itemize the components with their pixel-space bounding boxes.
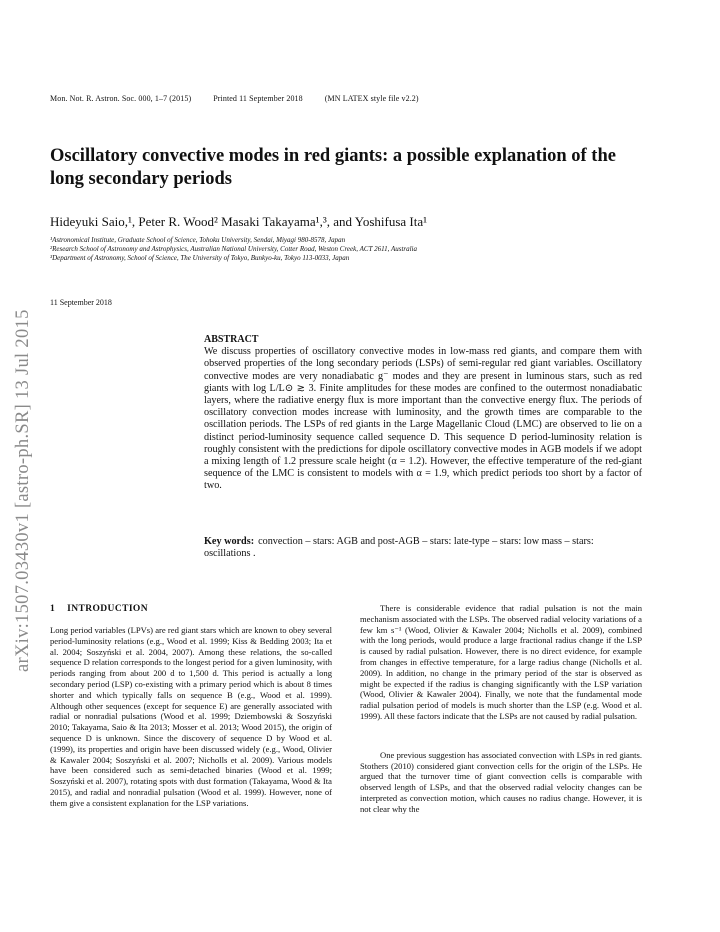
affiliation-1: ¹Astronomical Institute, Graduate School of Science, Tohoku University, Sendai, Miyagi 980-8578, Japan [50,236,346,244]
submission-date: 11 September 2018 [50,298,112,307]
section-heading [50,604,148,614]
intro-paragraph-2: There is considerable evidence that radial pulsation is not the main mechanism associated with the LSPs. The observed radial velocity variations of a few km s⁻¹ (Wood, Olivier & Kawaler 2004; Nicholls et al. 2009), combined with the long periods, would produce a large fractional radius change if the LSP is caused by radial pulsation. However, there is no direct evidence, for example from changes in effective temperature, for a large radius change (Nicholls et al. 2009). In addition, no change in the primary period of the star is observed as might be expected if the radius is changing significantly with the LSP variation (Wood, Olivier & Kawaler 2004). Finally, we note that the fundamental mode radial pulsation period of models is much shorter than the LSP (e.g. Wood et al. 1999). All these factors indicate that the LSPs are not caused by radial pulsation. [360,603,642,721]
printed-date: Printed 11 September 2018 [213,94,303,103]
abstract [204,334,642,493]
section-number: 1 [50,604,56,614]
affiliation-2: ²Research School of Astronomy and Astrophysics, Australian National University, Cotter Road, Weston Creek, ACT 2611, Australia [50,245,418,253]
abstract-text: We discuss properties of oscillatory convective modes in low-mass red giants, and compare them with observed properties of the long secondary periods (LSPs) of semi-regular red giant variables. Oscillatory convective modes are very nonadiabatic g⁻ modes and they are present in luminous stars, such as red giants with log L/L⊙ ≳ 3. Finite amplitudes for these modes are confined to the outermost nonadiabatic layers, where the radiative energy flux is more important than the convective energy flux. The periods of oscillatory convection modes increase with luminosity, and the growth times are comparable to the oscillation periods. The LSPs of red giants in the Large Magellanic Cloud (LMC) are observed to lie on a distinct period-luminosity sequence called sequence D. This sequence D period-luminosity relation is roughly consistent with the predictions for dipole oscillatory convective modes in AGB models if we adopt a mixing length of 1.2 pressure scale height (α = 1.2). However, the effective temperature of the red-giant sequence of the LMC is consistent to models with α = 1.9, which predict periods too short by a factor of two. [204,346,642,492]
style-note: (MN LATEX style file v2.2) [324,94,419,103]
affiliations [50,236,700,263]
keywords [204,536,642,560]
intro-paragraph-3: One previous suggestion has associated convection with LSPs in red giants. Stothers (2010) considered giant convection cells for the origin of the LSPs. He argued that the turnover time of giant convection cells is comparable with observed length of LSPs, and that the observed radial velocity changes can be interpreted as convection motion, which causes no radius change. However, it is not clear why the [360,749,642,814]
keywords-text: convection – stars: AGB and post-AGB – stars: late-type – stars: low mass – stars: oscillations . [204,536,594,560]
affiliation-3: ³Department of Astronomy, School of Science, The University of Tokyo, Bunkyo-ku, Tokyo 113-0033, Japan [50,254,350,262]
keywords-label: Key words: [204,536,255,547]
arxiv-identifier: arXiv:1507.03430v1 [astro-ph.SR] 13 Jul 2015 [13,309,33,672]
intro-paragraph-1: Long period variables (LPVs) are red giant stars which are known to obey several period-luminosity relations (e.g., Wood et al. 1999; Kiss & Bedding 2003; Ita et al. 2004; Soszyński et al. 2004, 2007). Among these relations, the so-called sequence D relation corresponds to the longest period for a given luminosity, with periods ranging from about 200 d to 1,500 d. This period is actually a long secondary period (LSP) co-existing with a primary period which is about 8 times shorter and which typically falls on sequence B (e.g., Wood et al. 1999). Although other sequences (except for sequence E) are generally associated with radial or nonradial pulsations (Wood et al. 1999; Dziembowski & Soszyński 2010; Takayama, Saio & Ita 2013; Mosser et al. 2013; Wood 2015), the origin of sequence D is unknown. Since the discovery of sequence D by Wood et al. (1999), its properties and origin have been discussed widely (e.g., Wood, Olivier & Kawaler 2004; Soszyński et al. 2007; Nicholls et al. 2009). Various models have been considered such as semi-detached binaries (Wood et al. 1999; Soszyński et al. 2007), rotating spots with dust formation (Takayama, Wood & Ita 2015), and radial and nonradial pulsation (Wood et al. 1999). However, none of them give a consistent explanation for the LSP variations. [50,625,332,808]
abstract-heading: ABSTRACT [204,334,259,345]
section-title: INTRODUCTION [67,604,148,614]
author-list: Hideyuki Saio,¹, Peter R. Wood² Masaki Takayama¹,³, and Yoshifusa Ita¹ [50,214,428,229]
journal-citation: Mon. Not. R. Astron. Soc. 000, 1–7 (2015) [50,94,192,103]
running-header [50,94,419,103]
intro-left-column [50,625,332,809]
intro-right-column [360,603,642,815]
paper-title: Oscillatory convective modes in red giants: a possible explanation of the long secondary periods [50,146,616,189]
